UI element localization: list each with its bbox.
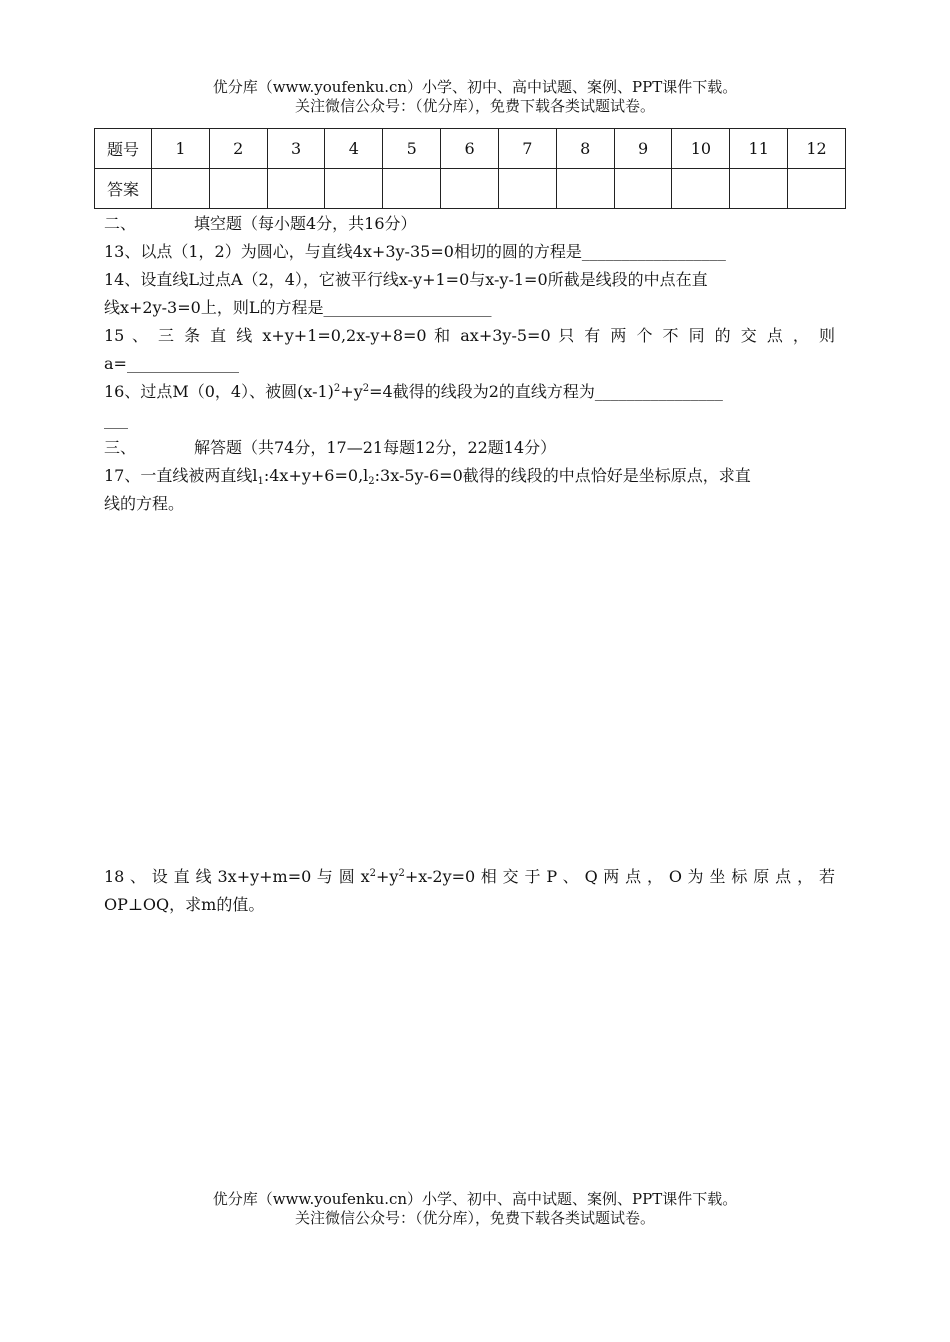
section-2-heading xyxy=(104,210,835,238)
question-16-line-2: ___ xyxy=(104,410,128,429)
q17-subscript-1: 1 xyxy=(257,476,264,487)
answer-row xyxy=(95,169,846,209)
answer-cell[interactable] xyxy=(325,169,383,209)
q16-superscript-2: 2 xyxy=(362,383,370,394)
answer-cell[interactable] xyxy=(441,169,499,209)
question-15-line-2: a=______________ xyxy=(104,354,239,373)
question-13: 13、以点（1，2）为圆心，与直线4x+3y-35=0相切的圆的方程是__________________ xyxy=(104,242,726,261)
section-2-title: 填空题（每小题4分，共16分） xyxy=(194,214,417,233)
answer-cell[interactable] xyxy=(152,169,210,209)
question-14-line-2: 线x+2y-3=0上，则L的方程是_____________________ xyxy=(104,298,492,317)
question-number-cell: 5 xyxy=(383,129,441,169)
question-number-cell: 10 xyxy=(672,129,730,169)
question-number-row xyxy=(95,129,846,169)
section-2-number: 二、 xyxy=(104,214,137,233)
q18-text-b: +y xyxy=(376,867,399,886)
footer-line-2: 关注微信公众号：（优分库），免费下载各类试题试卷。 xyxy=(294,1209,655,1227)
header-line-1: 优分库（www.youfenku.cn）小学、初中、高中试题、案例、PPT课件下载。 xyxy=(212,78,738,96)
q17-text-a: 17、一直线被两直线l xyxy=(104,466,258,485)
answer-cell[interactable] xyxy=(498,169,556,209)
question-17-line-1 xyxy=(104,462,835,490)
section-3-number: 三、 xyxy=(104,438,137,457)
question-14-line-1: 14、设直线L过点A（2，4），它被平行线x-y+1=0与x-y-1=0所截是线段的中点在直 xyxy=(104,270,708,289)
answer-cell[interactable] xyxy=(209,169,267,209)
question-18 xyxy=(104,863,835,919)
q17-text-c: :3x-5y-6=0截得的线段的中点恰好是坐标原点，求直 xyxy=(374,466,751,485)
answer-cell[interactable] xyxy=(672,169,730,209)
answer-cell[interactable] xyxy=(383,169,441,209)
q16-superscript-1: 2 xyxy=(333,383,341,394)
q17-text-b: :4x+y+6=0,l xyxy=(263,466,369,485)
question-16-line-1 xyxy=(104,378,835,406)
section-3-heading xyxy=(104,434,835,462)
q16-text-a: 16、过点M（0，4）、被圆(x-1) xyxy=(104,382,334,401)
question-number-cell: 11 xyxy=(730,129,788,169)
answer-cell[interactable] xyxy=(730,169,788,209)
question-18-line-1 xyxy=(104,863,835,891)
question-number-cell: 2 xyxy=(209,129,267,169)
q18-superscript-1: 2 xyxy=(369,868,377,879)
fill-in-section xyxy=(104,210,835,518)
q18-text-a: 18 、 设 直 线 3x+y+m=0 与 圆 x xyxy=(104,867,370,886)
question-number-cell: 8 xyxy=(556,129,614,169)
footer-line-1: 优分库（www.youfenku.cn）小学、初中、高中试题、案例、PPT课件下载。 xyxy=(212,1190,738,1208)
page-header xyxy=(0,78,950,116)
question-number-cell: 1 xyxy=(152,129,210,169)
page-footer xyxy=(0,1190,950,1228)
answer-cell[interactable] xyxy=(788,169,846,209)
answer-table xyxy=(94,128,846,209)
section-3-title: 解答题（共74分，17—21每题12分，22题14分） xyxy=(194,438,557,457)
q17-subscript-2: 2 xyxy=(368,476,375,487)
question-number-cell: 7 xyxy=(498,129,556,169)
q16-text-b: +y xyxy=(340,382,363,401)
row-label-answer: 答案 xyxy=(95,169,152,209)
question-number-cell: 6 xyxy=(441,129,499,169)
answer-cell[interactable] xyxy=(267,169,325,209)
question-number-cell: 3 xyxy=(267,129,325,169)
row-label-question-number: 题号 xyxy=(95,129,152,169)
question-15-line-1: 15 、 三 条 直 线 x+y+1=0,2x-y+8=0 和 ax+3y-5=0 只 有 两 个 不 同 的 交 点 ， 则 xyxy=(104,326,835,345)
question-17-line-2: 线的方程。 xyxy=(104,494,185,513)
answer-cell[interactable] xyxy=(614,169,672,209)
header-line-2: 关注微信公众号：（优分库），免费下载各类试题试卷。 xyxy=(294,97,655,115)
q18-superscript-2: 2 xyxy=(398,868,405,879)
q18-text-c: +x-2y=0 相 交 于 P 、 Q 两 点 ， O 为 坐 标 原 点 ， 若 xyxy=(404,867,835,886)
question-number-cell: 12 xyxy=(788,129,846,169)
question-number-cell: 4 xyxy=(325,129,383,169)
question-number-cell: 9 xyxy=(614,129,672,169)
q16-text-c: =4截得的线段为2的直线方程为________________ xyxy=(369,382,723,401)
question-18-line-2: OP⊥OQ，求m的值。 xyxy=(104,895,265,914)
answer-cell[interactable] xyxy=(556,169,614,209)
